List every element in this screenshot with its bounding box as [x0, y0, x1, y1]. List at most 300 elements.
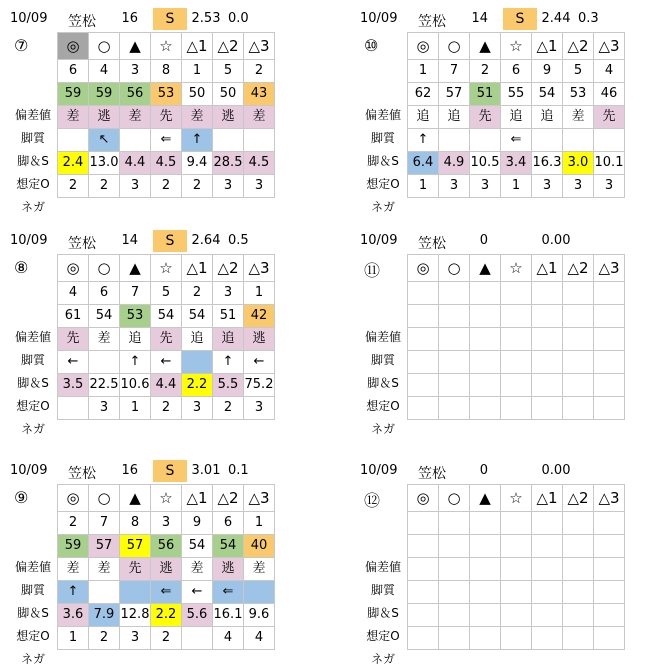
- race-number: ⑫: [364, 491, 381, 510]
- horse-number-cell: [594, 282, 625, 305]
- mark-cell: ▲: [470, 33, 501, 60]
- running-style-cell: 先: [58, 328, 89, 351]
- mark-cell: ☆: [501, 33, 532, 60]
- leg-speed-cell: [89, 581, 120, 604]
- deviation-cell: 55: [501, 83, 532, 106]
- race-date: 10/09: [10, 463, 48, 478]
- horse-number-cell: 9: [182, 512, 213, 535]
- deviation-cell: 51: [213, 305, 244, 328]
- negative-cell: 3: [439, 175, 470, 198]
- mark-cell: ○: [439, 485, 470, 512]
- table-row: [408, 255, 625, 282]
- table-row: [408, 535, 625, 558]
- table-row: [58, 535, 275, 558]
- negative-cell: 1: [501, 175, 532, 198]
- row-labels: [10, 280, 56, 441]
- expected-odds-cell: 2.2: [151, 604, 182, 627]
- label-spacer: [360, 303, 406, 326]
- table-row: [408, 305, 625, 328]
- horse-number-cell: 4: [594, 60, 625, 83]
- expected-odds-cell: 4.5: [151, 152, 182, 175]
- running-style-cell: [408, 558, 439, 581]
- running-style-cell: 逃: [213, 106, 244, 129]
- negative-cell: [501, 627, 532, 650]
- row-label: 想定O: [16, 177, 50, 191]
- mark-cell: △3: [244, 255, 275, 282]
- running-style-cell: [501, 558, 532, 581]
- negative-cell: 3: [244, 175, 275, 198]
- negative-cell: 2: [213, 397, 244, 420]
- row-label: 脚質: [20, 583, 45, 597]
- negative-cell: 2: [58, 175, 89, 198]
- deviation-cell: [563, 535, 594, 558]
- table-row: [408, 581, 625, 604]
- table-row: [408, 106, 625, 129]
- table-row: [58, 397, 275, 420]
- deviation-cell: 54: [89, 305, 120, 328]
- horse-number-cell: [594, 512, 625, 535]
- mark-cell: ○: [89, 485, 120, 512]
- race-score: 2.53: [191, 11, 221, 26]
- leg-speed-cell: [594, 129, 625, 152]
- running-style-cell: [532, 328, 563, 351]
- leg-speed-cell: ↖: [89, 129, 120, 152]
- expected-odds-cell: 4.5: [244, 152, 275, 175]
- marks-table: [407, 32, 625, 198]
- runner-count: 14: [121, 233, 138, 248]
- table-row: [58, 604, 275, 627]
- deviation-cell: 59: [58, 535, 89, 558]
- leg-speed-cell: ⇐: [151, 129, 182, 152]
- running-style-cell: 差: [182, 558, 213, 581]
- running-style-cell: 差: [244, 558, 275, 581]
- table-row: [408, 152, 625, 175]
- negative-cell: 3: [532, 175, 563, 198]
- expected-odds-cell: 2.2: [182, 374, 213, 397]
- deviation-cell: [594, 305, 625, 328]
- deviation-cell: 57: [439, 83, 470, 106]
- negative-cell: 4: [213, 627, 244, 650]
- leg-speed-cell: ↑: [182, 129, 213, 152]
- negative-cell: 3: [182, 397, 213, 420]
- label-spacer: [360, 58, 406, 81]
- negative-cell: [563, 397, 594, 420]
- mark-cell: △2: [213, 485, 244, 512]
- horse-number-cell: 5: [213, 60, 244, 83]
- horse-number-cell: 6: [89, 282, 120, 305]
- deviation-cell: 50: [213, 83, 244, 106]
- negative-cell: 3: [213, 175, 244, 198]
- row-labels: [10, 58, 56, 219]
- label-spacer: [10, 303, 56, 326]
- negative-cell: 3: [89, 397, 120, 420]
- mark-cell: ◎: [58, 485, 89, 512]
- running-style-cell: 先: [120, 558, 151, 581]
- mark-cell: ◎: [408, 33, 439, 60]
- deviation-cell: 43: [244, 83, 275, 106]
- mark-cell: ☆: [501, 485, 532, 512]
- row-label: ネガ: [370, 200, 395, 214]
- table-row: [58, 485, 275, 512]
- mark-cell: △2: [563, 255, 594, 282]
- table-row: [408, 175, 625, 198]
- table-row: [408, 282, 625, 305]
- label-spacer: [360, 81, 406, 104]
- horse-number-cell: [439, 512, 470, 535]
- negative-cell: 2: [151, 627, 182, 650]
- running-style-cell: [563, 558, 594, 581]
- negative-cell: [563, 627, 594, 650]
- table-row: [58, 627, 275, 650]
- mark-cell: △1: [182, 485, 213, 512]
- negative-cell: 1: [408, 175, 439, 198]
- table-row: [408, 33, 625, 60]
- expected-odds-cell: [501, 374, 532, 397]
- expected-odds-cell: 5.5: [213, 374, 244, 397]
- running-style-cell: 差: [58, 106, 89, 129]
- leg-speed-cell: ←: [182, 581, 213, 604]
- expected-odds-cell: 7.9: [89, 604, 120, 627]
- negative-cell: [594, 627, 625, 650]
- deviation-cell: 54: [182, 305, 213, 328]
- negative-cell: [501, 397, 532, 420]
- leg-speed-cell: ↑: [58, 581, 89, 604]
- horse-number-cell: 6: [213, 512, 244, 535]
- row-label: ネガ: [370, 652, 395, 666]
- mark-cell: ○: [439, 255, 470, 282]
- running-style-cell: [501, 328, 532, 351]
- leg-speed-cell: [120, 129, 151, 152]
- row-labels: [360, 280, 406, 441]
- horse-number-cell: 5: [151, 282, 182, 305]
- running-style-cell: 追: [120, 328, 151, 351]
- leg-speed-cell: [594, 351, 625, 374]
- mark-cell: △1: [182, 255, 213, 282]
- horse-number-cell: 2: [470, 60, 501, 83]
- running-style-cell: 追: [501, 106, 532, 129]
- leg-speed-cell: [439, 351, 470, 374]
- race-header: [10, 8, 310, 30]
- expected-odds-cell: [594, 604, 625, 627]
- mark-cell: ▲: [120, 255, 151, 282]
- marks-table: [57, 254, 275, 420]
- race-header: [10, 460, 310, 482]
- table-row: [58, 581, 275, 604]
- running-style-cell: [439, 558, 470, 581]
- leg-speed-cell: [470, 129, 501, 152]
- horse-number-cell: 8: [120, 512, 151, 535]
- running-style-cell: 追: [532, 106, 563, 129]
- row-label: ネガ: [20, 422, 45, 436]
- horse-number-cell: [408, 282, 439, 305]
- expected-odds-cell: [563, 604, 594, 627]
- negative-cell: 4: [244, 627, 275, 650]
- table-row: [408, 351, 625, 374]
- expected-odds-cell: [439, 604, 470, 627]
- row-label: 脚＆S: [367, 606, 399, 620]
- expected-odds-cell: 10.6: [120, 374, 151, 397]
- horse-number-cell: 9: [532, 60, 563, 83]
- mark-cell: △1: [532, 485, 563, 512]
- race-grade: S: [153, 230, 187, 252]
- table-row: [408, 558, 625, 581]
- row-label: 偏差値: [14, 108, 51, 122]
- expected-odds-cell: [408, 374, 439, 397]
- expected-odds-cell: 10.1: [594, 152, 625, 175]
- horse-number-cell: 3: [213, 282, 244, 305]
- expected-odds-cell: 9.4: [182, 152, 213, 175]
- row-label: 想定O: [366, 399, 400, 413]
- race-header: [360, 8, 660, 30]
- race-venue: 笠松: [68, 14, 96, 30]
- row-label: 偏差値: [364, 560, 401, 574]
- horse-number-cell: 1: [244, 282, 275, 305]
- row-label: 想定O: [366, 629, 400, 643]
- runner-count: 16: [121, 463, 138, 478]
- expected-odds-cell: 5.6: [182, 604, 213, 627]
- race-number: ⑦: [14, 36, 29, 55]
- deviation-cell: 51: [470, 83, 501, 106]
- running-style-cell: 差: [244, 106, 275, 129]
- race-score: 0.00: [541, 463, 571, 478]
- race-diff: 0.5: [228, 233, 249, 248]
- negative-cell: 3: [563, 175, 594, 198]
- mark-cell: △1: [532, 255, 563, 282]
- running-style-cell: 逃: [151, 558, 182, 581]
- table-row: [408, 604, 625, 627]
- table-row: [58, 83, 275, 106]
- deviation-cell: 46: [594, 83, 625, 106]
- table-row: [408, 328, 625, 351]
- expected-odds-cell: 6.4: [408, 152, 439, 175]
- leg-speed-cell: [439, 581, 470, 604]
- running-style-cell: 差: [58, 558, 89, 581]
- deviation-cell: 50: [182, 83, 213, 106]
- horse-number-cell: 3: [151, 512, 182, 535]
- race-venue: 笠松: [418, 14, 446, 30]
- leg-speed-cell: ←: [151, 351, 182, 374]
- expected-odds-cell: 3.0: [563, 152, 594, 175]
- table-row: [58, 106, 275, 129]
- expected-odds-cell: 3.5: [58, 374, 89, 397]
- expected-odds-cell: 3.4: [501, 152, 532, 175]
- horse-number-cell: 6: [501, 60, 532, 83]
- deviation-cell: 54: [151, 305, 182, 328]
- deviation-cell: 54: [182, 535, 213, 558]
- leg-speed-cell: ⇐: [213, 581, 244, 604]
- race-venue: 笠松: [418, 236, 446, 252]
- horse-number-cell: 4: [58, 282, 89, 305]
- horse-number-cell: 3: [120, 60, 151, 83]
- race-grade: [503, 230, 537, 252]
- running-style-cell: 差: [89, 328, 120, 351]
- horse-number-cell: 2: [244, 60, 275, 83]
- running-style-cell: [470, 328, 501, 351]
- deviation-cell: [408, 305, 439, 328]
- deviation-cell: 57: [89, 535, 120, 558]
- horse-number-cell: 7: [89, 512, 120, 535]
- runner-count: 0: [479, 233, 488, 248]
- horse-number-cell: [563, 512, 594, 535]
- deviation-cell: 59: [58, 83, 89, 106]
- row-label: 脚質: [20, 131, 45, 145]
- leg-speed-cell: [470, 581, 501, 604]
- mark-cell: ○: [89, 255, 120, 282]
- negative-cell: [408, 627, 439, 650]
- negative-cell: [408, 397, 439, 420]
- leg-speed-cell: [244, 581, 275, 604]
- mark-cell: ▲: [120, 33, 151, 60]
- negative-cell: [532, 397, 563, 420]
- race-grade: S: [503, 8, 537, 30]
- row-label: ネガ: [370, 422, 395, 436]
- table-row: [58, 33, 275, 60]
- table-row: [408, 60, 625, 83]
- deviation-cell: [501, 535, 532, 558]
- leg-speed-cell: [439, 129, 470, 152]
- mark-cell: ☆: [151, 255, 182, 282]
- race-score: 2.44: [541, 11, 571, 26]
- marks-table: [407, 254, 625, 420]
- mark-cell: ▲: [120, 485, 151, 512]
- runner-count: 0: [479, 463, 488, 478]
- negative-cell: [594, 397, 625, 420]
- mark-cell: △3: [244, 485, 275, 512]
- row-label: 偏差値: [364, 108, 401, 122]
- running-style-cell: 差: [563, 106, 594, 129]
- row-label: 脚質: [20, 353, 45, 367]
- horse-number-cell: 8: [151, 60, 182, 83]
- table-row: [58, 282, 275, 305]
- leg-speed-cell: [594, 581, 625, 604]
- table-row: [58, 255, 275, 282]
- expected-odds-cell: 9.6: [244, 604, 275, 627]
- running-style-cell: [408, 328, 439, 351]
- leg-speed-cell: ↑: [408, 129, 439, 152]
- negative-cell: [439, 627, 470, 650]
- horse-number-cell: [532, 282, 563, 305]
- table-row: [408, 512, 625, 535]
- horse-number-cell: [470, 282, 501, 305]
- negative-cell: 3: [120, 627, 151, 650]
- horse-number-cell: 7: [120, 282, 151, 305]
- expected-odds-cell: 16.3: [532, 152, 563, 175]
- table-row: [58, 129, 275, 152]
- leg-speed-cell: ←: [58, 351, 89, 374]
- expected-odds-cell: 10.5: [470, 152, 501, 175]
- horse-number-cell: 4: [89, 60, 120, 83]
- race-header: [360, 460, 660, 482]
- negative-cell: 1: [120, 397, 151, 420]
- horse-number-cell: [563, 282, 594, 305]
- leg-speed-cell: [470, 351, 501, 374]
- horse-number-cell: 7: [439, 60, 470, 83]
- expected-odds-cell: 4.4: [120, 152, 151, 175]
- race-header: [360, 230, 660, 252]
- expected-odds-cell: 28.5: [213, 152, 244, 175]
- table-row: [58, 60, 275, 83]
- negative-cell: 3: [594, 175, 625, 198]
- label-spacer: [10, 533, 56, 556]
- negative-cell: [58, 397, 89, 420]
- deviation-cell: [439, 305, 470, 328]
- row-label: 脚質: [370, 583, 395, 597]
- horse-number-cell: 6: [58, 60, 89, 83]
- race-number: ⑨: [14, 488, 29, 507]
- leg-speed-cell: [501, 581, 532, 604]
- expected-odds-cell: [501, 604, 532, 627]
- negative-cell: 2: [151, 175, 182, 198]
- negative-cell: 3: [244, 397, 275, 420]
- race-venue: 笠松: [418, 466, 446, 482]
- running-style-cell: 追: [213, 328, 244, 351]
- row-label: 偏差値: [364, 330, 401, 344]
- marks-table: [407, 484, 625, 650]
- running-style-cell: 追: [182, 328, 213, 351]
- running-style-cell: [563, 328, 594, 351]
- table-row: [408, 374, 625, 397]
- mark-cell: △2: [213, 255, 244, 282]
- race-grade: S: [153, 460, 187, 482]
- negative-cell: 2: [182, 175, 213, 198]
- horse-number-cell: [439, 282, 470, 305]
- row-label: 脚＆S: [17, 376, 49, 390]
- horse-number-cell: [501, 512, 532, 535]
- runner-count: 14: [471, 11, 488, 26]
- race-grade: [503, 460, 537, 482]
- deviation-cell: 56: [120, 83, 151, 106]
- horse-number-cell: [501, 282, 532, 305]
- running-style-cell: 逃: [89, 106, 120, 129]
- mark-cell: △2: [563, 485, 594, 512]
- row-label: 脚＆S: [17, 154, 49, 168]
- leg-speed-cell: ⇐: [501, 129, 532, 152]
- running-style-cell: [532, 558, 563, 581]
- leg-speed-cell: ↑: [213, 351, 244, 374]
- race-date: 10/09: [10, 11, 48, 26]
- negative-cell: [470, 397, 501, 420]
- race-score: 2.64: [191, 233, 221, 248]
- race-venue: 笠松: [68, 466, 96, 482]
- running-style-cell: 追: [439, 106, 470, 129]
- deviation-cell: 53: [151, 83, 182, 106]
- expected-odds-cell: 13.0: [89, 152, 120, 175]
- race-header: [10, 230, 310, 252]
- expected-odds-cell: 75.2: [244, 374, 275, 397]
- deviation-cell: [470, 305, 501, 328]
- leg-speed-cell: [563, 581, 594, 604]
- table-row: [408, 485, 625, 512]
- race-date: 10/09: [360, 463, 398, 478]
- label-spacer: [10, 280, 56, 303]
- deviation-cell: 42: [244, 305, 275, 328]
- row-label: 偏差値: [14, 560, 51, 574]
- table-row: [58, 351, 275, 374]
- table-row: [58, 305, 275, 328]
- deviation-cell: 56: [151, 535, 182, 558]
- table-row: [58, 328, 275, 351]
- runner-count: 16: [121, 11, 138, 26]
- deviation-cell: [408, 535, 439, 558]
- expected-odds-cell: 4.9: [439, 152, 470, 175]
- running-style-cell: 差: [89, 558, 120, 581]
- race-venue: 笠松: [68, 236, 96, 252]
- mark-cell: ◎: [58, 255, 89, 282]
- mark-cell: ☆: [151, 485, 182, 512]
- deviation-cell: 62: [408, 83, 439, 106]
- running-style-cell: [594, 328, 625, 351]
- leg-speed-cell: ↑: [120, 351, 151, 374]
